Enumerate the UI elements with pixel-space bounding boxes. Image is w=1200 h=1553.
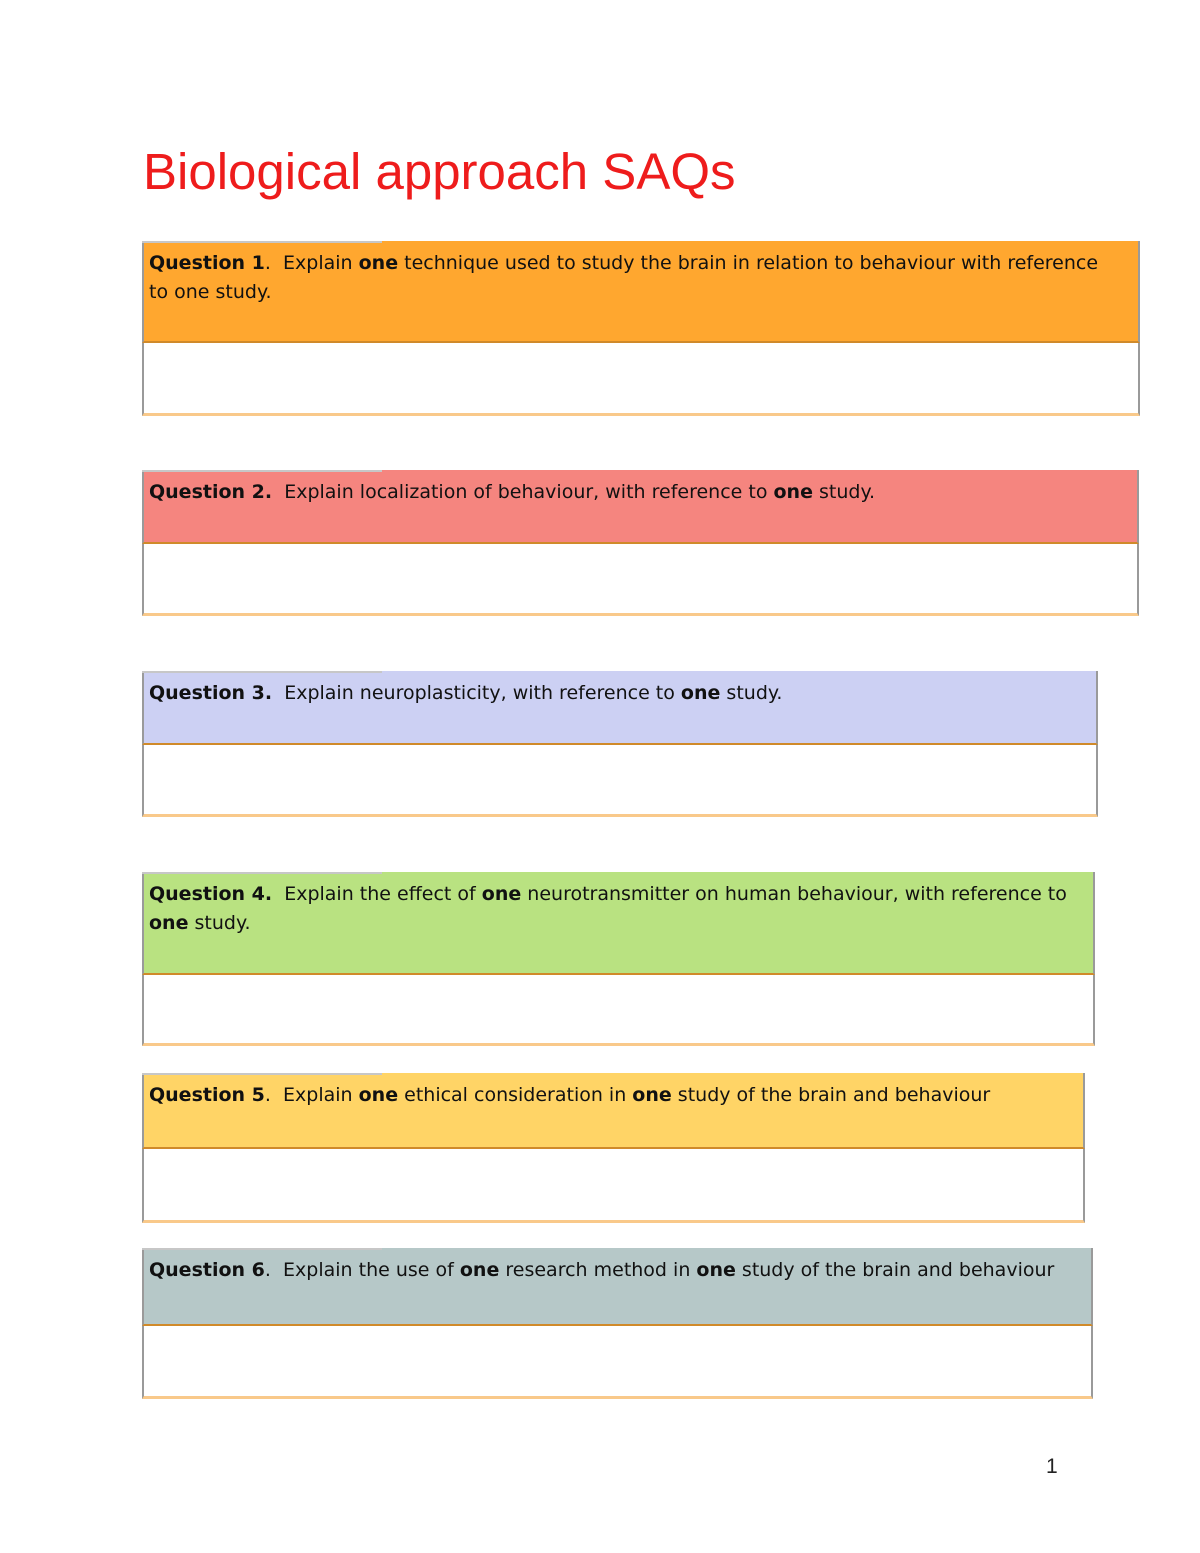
question-text: Explain the effect of bbox=[284, 883, 482, 905]
question-4-header: Question 4. Explain the effect of one neurotransmitter on human behaviour, with reference to one study. bbox=[142, 872, 1095, 975]
question-2-header: Question 2. Explain localization of behaviour, with reference to one study. bbox=[142, 470, 1139, 544]
emphasis: one bbox=[358, 252, 399, 274]
question-1-box bbox=[142, 241, 1140, 416]
question-text: Explain localization of behaviour, with reference to bbox=[284, 481, 774, 503]
emphasis: one bbox=[149, 912, 189, 934]
emphasis: one bbox=[358, 1084, 399, 1106]
divider bbox=[142, 1248, 382, 1250]
emphasis: one bbox=[680, 682, 721, 704]
emphasis: one bbox=[773, 481, 813, 503]
question-label: Question 3. bbox=[149, 682, 273, 704]
question-1-answer-field[interactable] bbox=[142, 343, 1140, 416]
emphasis: one bbox=[459, 1259, 500, 1281]
question-6-box bbox=[142, 1248, 1093, 1399]
question-5-box bbox=[142, 1073, 1085, 1223]
divider bbox=[142, 241, 382, 243]
question-5-header: Question 5. Explain one ethical consideration in one study of the brain and behaviour bbox=[142, 1073, 1085, 1149]
question-2-answer-field[interactable] bbox=[142, 544, 1139, 616]
question-2-box bbox=[142, 470, 1139, 616]
divider bbox=[142, 872, 382, 874]
emphasis: one bbox=[696, 1259, 736, 1281]
question-text: Explain the use of bbox=[283, 1259, 460, 1281]
question-label: Question 4. bbox=[149, 883, 273, 905]
divider bbox=[142, 671, 382, 673]
question-4-box bbox=[142, 872, 1095, 1046]
question-text: Explain neuroplasticity, with reference to bbox=[284, 682, 681, 704]
question-3-header: Question 3. Explain neuroplasticity, with reference to one study. bbox=[142, 671, 1098, 745]
divider bbox=[142, 470, 382, 472]
question-4-answer-field[interactable] bbox=[142, 975, 1095, 1046]
question-5-answer-field[interactable] bbox=[142, 1149, 1085, 1223]
emphasis: one bbox=[632, 1084, 672, 1106]
question-3-answer-field[interactable] bbox=[142, 745, 1098, 817]
question-label: Question 2. bbox=[149, 481, 273, 503]
divider bbox=[142, 1073, 382, 1075]
question-3-box bbox=[142, 671, 1098, 817]
page-title: Biological approach SAQs bbox=[143, 143, 736, 200]
question-label: Question 5 bbox=[149, 1084, 265, 1106]
question-1-header: Question 1. Explain one technique used to study the brain in relation to behaviour with reference to one study. bbox=[142, 241, 1140, 343]
question-6-header: Question 6. Explain the use of one research method in one study of the brain and behaviour bbox=[142, 1248, 1093, 1326]
emphasis: one bbox=[481, 883, 522, 905]
page-number: 1 bbox=[1046, 1455, 1058, 1478]
question-text: Explain bbox=[283, 1084, 359, 1106]
question-6-answer-field[interactable] bbox=[142, 1326, 1093, 1399]
question-label: Question 6 bbox=[149, 1259, 265, 1281]
question-text: Explain bbox=[283, 252, 359, 274]
question-label: Question 1 bbox=[149, 252, 265, 274]
